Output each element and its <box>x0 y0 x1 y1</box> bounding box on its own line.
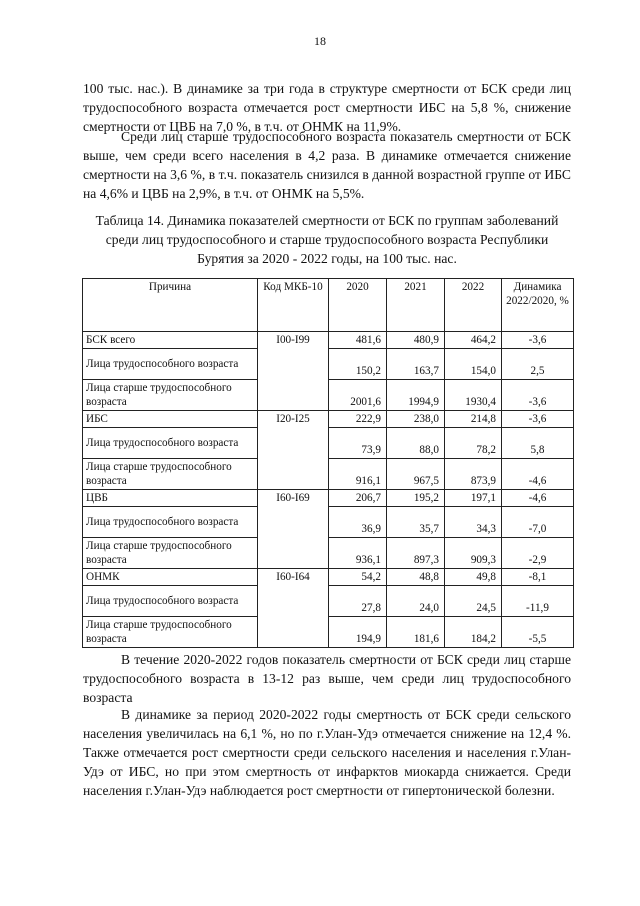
cause-cell: Лица старше трудоспособного возраста <box>83 538 258 569</box>
table-row <box>83 411 574 428</box>
table-row <box>83 617 574 648</box>
page-number: 18 <box>314 34 326 48</box>
value-2021: 195,2 <box>387 490 445 507</box>
cause-cell: Лица старше трудоспособного возраста <box>83 459 258 490</box>
value-2022: 197,1 <box>445 490 502 507</box>
table-row <box>83 538 574 569</box>
icd-code-cell: I60-I69 <box>258 490 329 569</box>
dynamics-cell: -2,9 <box>502 538 574 569</box>
cause-cell: ЦВБ <box>83 490 258 507</box>
table-row <box>83 380 574 411</box>
header-code: Код МКБ-10 <box>258 279 329 332</box>
table-row <box>83 428 574 459</box>
cause-cell: Лица старше трудоспособного возраста <box>83 380 258 411</box>
value-2022: 873,9 <box>445 459 502 490</box>
value-2020: 150,2 <box>329 349 387 380</box>
dynamics-cell: -3,6 <box>502 332 574 349</box>
value-2020: 222,9 <box>329 411 387 428</box>
value-2020: 27,8 <box>329 586 387 617</box>
cause-cell: ОНМК <box>83 569 258 586</box>
icd-code-cell: I20-I25 <box>258 411 329 490</box>
icd-code-cell: I00-I99 <box>258 332 329 411</box>
table-row <box>83 332 574 349</box>
value-2021: 1994,9 <box>387 380 445 411</box>
value-2022: 154,0 <box>445 349 502 380</box>
value-2021: 163,7 <box>387 349 445 380</box>
table-row <box>83 569 574 586</box>
value-2020: 936,1 <box>329 538 387 569</box>
table-row <box>83 349 574 380</box>
value-2021: 897,3 <box>387 538 445 569</box>
value-2021: 48,8 <box>387 569 445 586</box>
value-2022: 78,2 <box>445 428 502 459</box>
value-2020: 916,1 <box>329 459 387 490</box>
paragraph-1: 100 тыс. нас.). В динамике за три года в структуре смертности от БСК среди лиц трудоспособного возраста отмечается рост смертности ИБС на 5,8 %, снижение смертности от ЦВБ на 7,0 %, в т.ч. от ОНМК на 11,9%. <box>83 81 571 134</box>
value-2020: 36,9 <box>329 507 387 538</box>
value-2020: 2001,6 <box>329 380 387 411</box>
value-2021: 238,0 <box>387 411 445 428</box>
cause-cell: ИБС <box>83 411 258 428</box>
value-2020: 206,7 <box>329 490 387 507</box>
table-caption: Таблица 14. Динамика показателей смертности от БСК по группам заболеваний среди лиц трудоспособного и старше трудоспособного возраста Республики Бурятия за 2020 - 2022 годы, на 100 тыс. нас. <box>95 213 559 266</box>
header-2021: 2021 <box>387 279 445 332</box>
value-2022: 49,8 <box>445 569 502 586</box>
table-row <box>83 507 574 538</box>
value-2021: 88,0 <box>387 428 445 459</box>
dynamics-cell: -5,5 <box>502 617 574 648</box>
value-2022: 214,8 <box>445 411 502 428</box>
dynamics-cell: 5,8 <box>502 428 574 459</box>
dynamics-cell: -3,6 <box>502 411 574 428</box>
dynamics-cell: -8,1 <box>502 569 574 586</box>
header-2022: 2022 <box>445 279 502 332</box>
dynamics-cell: -4,6 <box>502 459 574 490</box>
table-row <box>83 459 574 490</box>
value-2022: 24,5 <box>445 586 502 617</box>
paragraph-2: Среди лиц старше трудоспособного возраста показатель смертности от БСК выше, чем среди всего населения в 4,2 раза. В динамике отмечается снижение смертности на 3,6 %, в т.ч. показатель снизился в данной возрастной группе от ИБС на 4,6% и ЦВБ на 2,9%, в т.ч. от ОНМК на 5,5%. <box>83 129 571 201</box>
value-2022: 34,3 <box>445 507 502 538</box>
dynamics-cell: -7,0 <box>502 507 574 538</box>
header-dynamics: Динамика 2022/2020, % <box>502 279 574 332</box>
dynamics-cell: -4,6 <box>502 490 574 507</box>
value-2020: 481,6 <box>329 332 387 349</box>
value-2022: 1930,4 <box>445 380 502 411</box>
paragraph-3: В течение 2020-2022 годов показатель смертности от БСК среди лиц старше трудоспособного возраста в 13-12 раз выше, чем среди лиц трудоспособного возраста <box>83 652 571 705</box>
value-2021: 480,9 <box>387 332 445 349</box>
value-2021: 967,5 <box>387 459 445 490</box>
table-row <box>83 490 574 507</box>
value-2021: 24,0 <box>387 586 445 617</box>
value-2020: 73,9 <box>329 428 387 459</box>
cause-cell: Лица трудоспособного возраста <box>83 349 258 380</box>
value-2022: 184,2 <box>445 617 502 648</box>
header-cause: Причина <box>83 279 258 332</box>
dynamics-cell: -11,9 <box>502 586 574 617</box>
dynamics-cell: -3,6 <box>502 380 574 411</box>
table-row <box>83 586 574 617</box>
cause-cell: Лица трудоспособного возраста <box>83 507 258 538</box>
cause-cell: Лица трудоспособного возраста <box>83 586 258 617</box>
table-header-row <box>83 279 574 332</box>
cause-cell: Лица старше трудоспособного возраста <box>83 617 258 648</box>
value-2022: 909,3 <box>445 538 502 569</box>
cause-cell: БСК всего <box>83 332 258 349</box>
value-2020: 194,9 <box>329 617 387 648</box>
value-2020: 54,2 <box>329 569 387 586</box>
paragraph-4: В динамике за период 2020-2022 годы смертность от БСК среди сельского населения увеличилась на 6,1 %, но по г.Улан-Удэ отмечается снижение на 12,4 %. Также отмечается рост смертности среди сельского населения и населения г.Улан-Удэ от ИБС, но при этом смертность от инфарктов миокарда снижается. Среди населения г.Улан-Удэ наблюдается рост смертности от гипертонической болезни. <box>83 707 571 798</box>
mortality-table <box>82 278 574 648</box>
dynamics-cell: 2,5 <box>502 349 574 380</box>
header-2020: 2020 <box>329 279 387 332</box>
value-2022: 464,2 <box>445 332 502 349</box>
cause-cell: Лица трудоспособного возраста <box>83 428 258 459</box>
value-2021: 35,7 <box>387 507 445 538</box>
icd-code-cell: I60-I64 <box>258 569 329 648</box>
value-2021: 181,6 <box>387 617 445 648</box>
